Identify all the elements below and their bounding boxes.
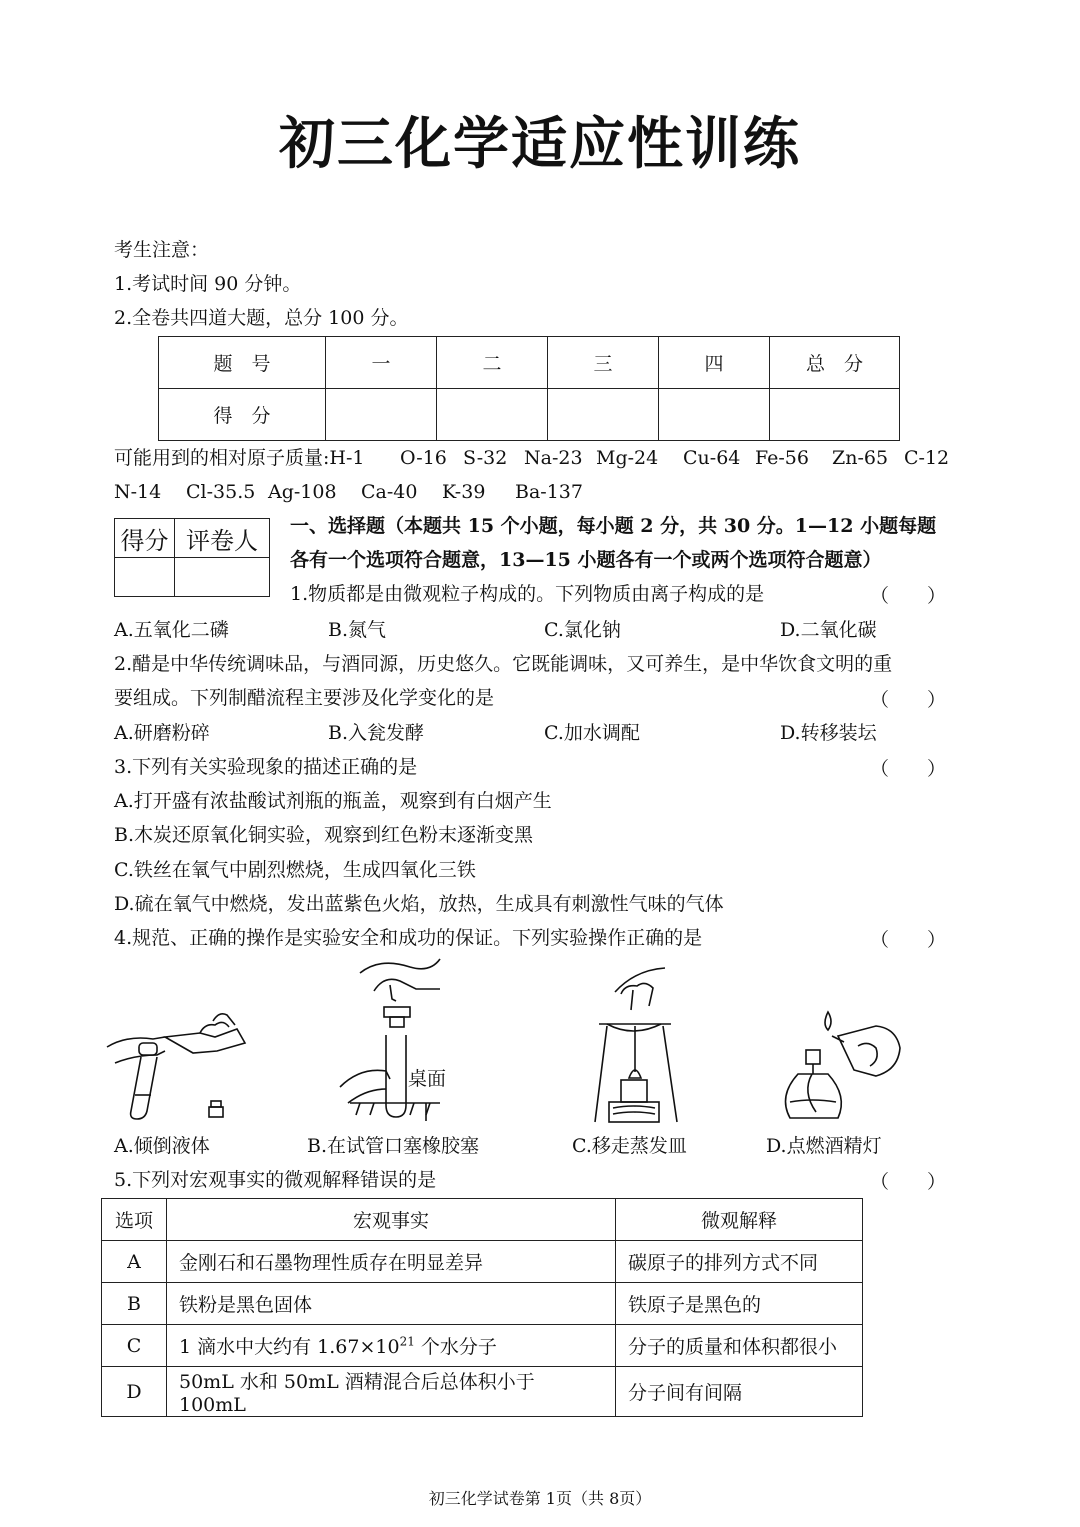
score-header-cell: 四 [659,337,770,389]
grader-score-label: 得分 [115,519,175,558]
atomic-mass-item: N-14 [114,481,162,503]
score-header-cell: 三 [548,337,659,389]
question-stem: 要组成。下列制醋流程主要涉及化学变化的是 [114,687,495,709]
notice-heading: 考生注意： [114,239,210,261]
score-table-score-row [159,389,900,441]
question-stem: 5.下列对宏观事实的微观解释错误的是 [114,1169,437,1191]
table-cell-option: D [102,1367,167,1417]
atomic-mass-item: Ag-108 [268,481,337,503]
option-a: A.倾倒液体 [114,1135,210,1157]
option-b: B.木炭还原氧化铜实验，观察到红色粉末逐渐变黑 [114,824,534,846]
atomic-mass-item: Cl-35.5 [186,481,256,503]
question-stem: 2.醋是中华传统调味品，与酒同源，历史悠久。它既能调味，又可养生，是中华饮食文明的重 [114,653,893,675]
exponent: 21 [399,1334,415,1349]
question-stem: 3.下列有关实验现象的描述正确的是 [114,756,418,778]
answer-blank[interactable]: （ ） [869,929,946,951]
table-cell-option: B [102,1283,167,1325]
fact-text: 个水分子 [414,1336,497,1358]
page-title: 初三化学适应性训练 [279,112,801,177]
score-header-cell: 总 分 [770,337,900,389]
atomic-mass-item: K-39 [442,481,486,503]
option-d: D.二氧化碳 [780,619,877,641]
table-row [102,1241,863,1283]
question-stem: 4.规范、正确的操作是实验安全和成功的保证。下列实验操作正确的是 [114,927,703,949]
grader-name-label: 评卷人 [175,519,270,558]
score-cell[interactable] [326,389,437,441]
table-cell-explain: 分子间有间隔 [616,1367,863,1417]
table-row [102,1283,863,1325]
option-c: C.氯化钠 [544,619,621,641]
atomic-mass-item: Mg-24 [596,447,659,469]
table-cell-explain: 碳原子的排列方式不同 [616,1241,863,1283]
option-d: D.转移装坛 [780,722,877,744]
atomic-mass-item: C-12 [904,447,950,469]
score-cell[interactable] [770,389,900,441]
notice-item: 1.考试时间 90 分钟。 [114,273,302,295]
section-heading: 一、选择题（本题共 15 个小题，每小题 2 分，共 30 分。1—12 小题每题 [290,515,937,537]
score-header-cell: 二 [437,337,548,389]
pouring-liquid-illustration [105,985,265,1125]
score-row-label: 得 分 [159,389,326,441]
score-header-cell: 一 [326,337,437,389]
table-row [102,1367,863,1417]
question-stem: 1.物质都是由微观粒子构成的。下列物质由离子构成的是 [290,583,765,605]
atomic-mass-item: Ba-137 [515,481,583,503]
atomic-mass-item: O-16 [400,447,447,469]
score-header-cell: 题 号 [159,337,326,389]
page-footer: 初三化学试卷第 1页（共 8页） [428,1489,652,1508]
option-c: C.加水调配 [544,722,640,744]
table-header: 选项 [102,1199,167,1241]
atomic-mass-item: Fe-56 [755,447,809,469]
option-b: B.氮气 [328,619,387,641]
table-header: 微观解释 [616,1199,863,1241]
figure-text-desk: 桌面 [408,1068,447,1090]
fact-text: 1 滴水中大约有 1.67×10 [179,1336,400,1358]
notice-item: 2.全卷共四道大题，总分 100 分。 [114,307,409,329]
table-cell-fact: 50mL 水和 50mL 酒精混合后总体积小于 100mL [167,1367,616,1417]
score-cell[interactable] [437,389,548,441]
atomic-mass-item: Na-23 [524,447,583,469]
score-cell[interactable] [659,389,770,441]
option-a: A.打开盛有浓盐酸试剂瓶的瓶盖，观察到有白烟产生 [114,790,552,812]
atomic-mass-item: S-32 [463,447,508,469]
grader-box [114,518,270,597]
atomic-mass-item: Zn-65 [832,447,889,469]
q5-table [101,1198,863,1417]
answer-blank[interactable]: （ ） [869,585,946,607]
table-cell-fact: 金刚石和石墨物理性质存在明显差异 [167,1241,616,1283]
score-table-header-row [159,337,900,389]
option-b: B.在试管口塞橡胶塞 [307,1135,480,1157]
table-header: 宏观事实 [167,1199,616,1241]
grader-name-cell[interactable] [175,558,270,597]
atomic-mass-item: Cu-64 [683,447,741,469]
answer-blank[interactable]: （ ） [869,758,946,780]
table-row [102,1325,863,1367]
table-cell-fact [167,1325,616,1367]
score-cell[interactable] [548,389,659,441]
evaporating-dish-illustration [585,962,695,1130]
answer-blank[interactable]: （ ） [869,1171,946,1193]
option-a: A.五氧化二磷 [114,619,229,641]
section-heading: 各有一个选项符合题意，13—15 小题各有一个或两个选项符合题意） [290,549,882,571]
stopper-illustration [330,955,480,1125]
option-a: A.研磨粉碎 [114,722,210,744]
score-table [158,336,900,441]
table-header-row [102,1199,863,1241]
option-b: B.入瓮发酵 [328,722,425,744]
table-cell-option: C [102,1325,167,1367]
alcohol-lamp-illustration [772,1000,912,1130]
option-d: D.点燃酒精灯 [766,1135,882,1157]
option-c: C.移走蒸发皿 [572,1135,687,1157]
atomic-mass-item: 可能用到的相对原子质量:H-1 [114,447,365,469]
answer-blank[interactable]: （ ） [869,689,946,711]
table-cell-explain: 铁原子是黑色的 [616,1283,863,1325]
table-cell-explain: 分子的质量和体积都很小 [616,1325,863,1367]
option-c: C.铁丝在氧气中剧烈燃烧，生成四氧化三铁 [114,859,476,881]
table-cell-option: A [102,1241,167,1283]
table-cell-fact: 铁粉是黑色固体 [167,1283,616,1325]
option-d: D.硫在氧气中燃烧，发出蓝紫色火焰，放热，生成具有刺激性气味的气体 [114,893,724,915]
grader-score-cell[interactable] [115,558,175,597]
atomic-mass-item: Ca-40 [361,481,418,503]
